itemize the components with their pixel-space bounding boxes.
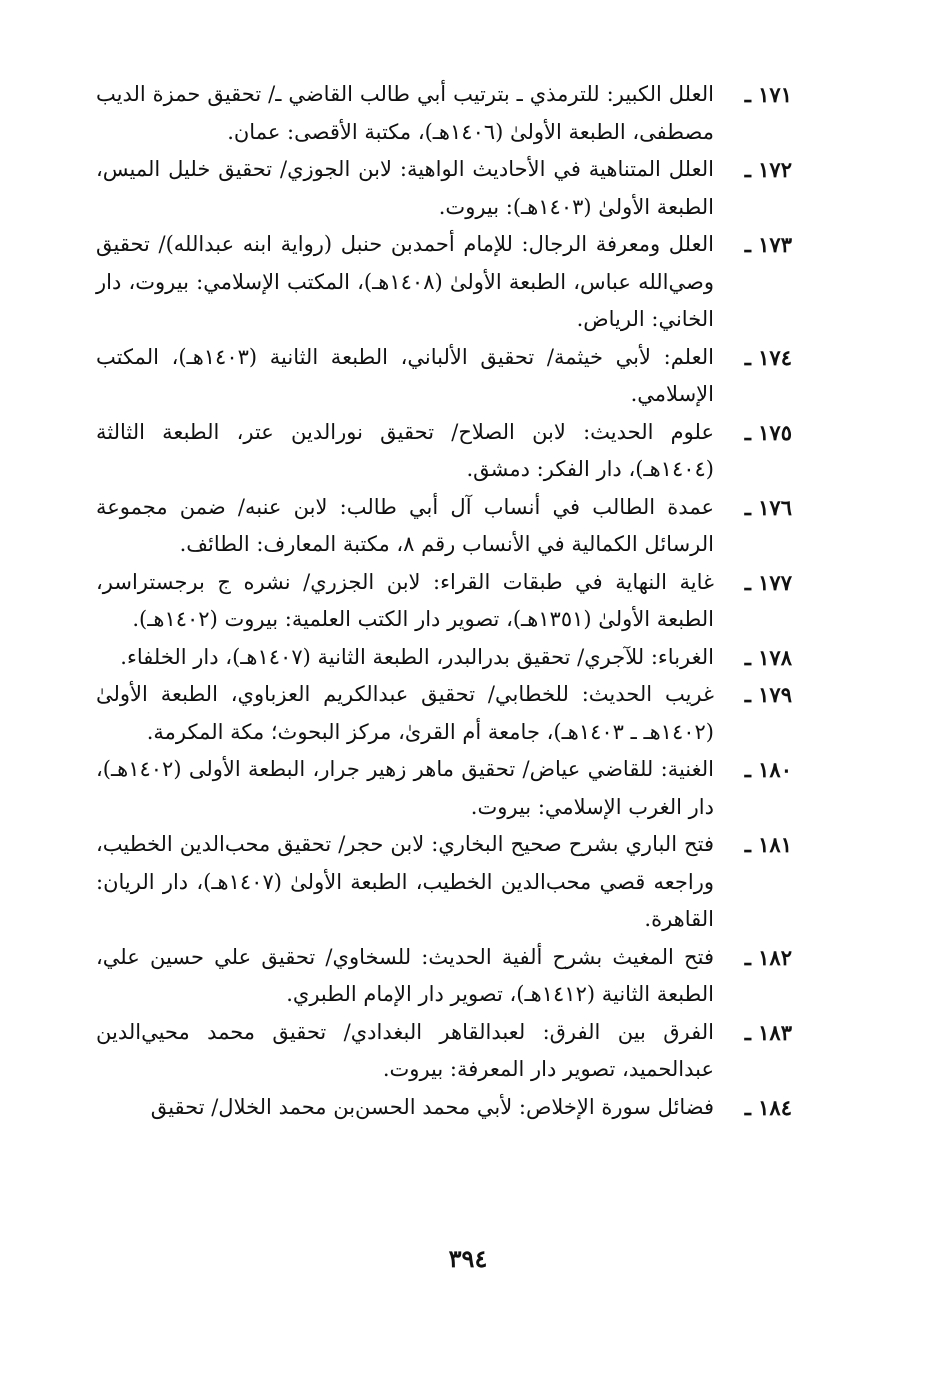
entry-number: ١٧٥ ـ (744, 419, 792, 445)
entry-number: ١٧١ ـ (744, 82, 792, 107)
bibliography-entry (96, 751, 792, 826)
bibliography-entry (96, 76, 792, 151)
entry-number: ١٧٤ ـ (744, 344, 792, 370)
entry-text: العلل الكبير: للترمذي ـ بترتيب أبي طالب القاضي ـ/ تحقيق حمزة الديب مصطفى، الطبعة الأولىٰ (١٤٠٦هـ)، مكتبة الأقصى: عمان. (96, 82, 714, 144)
entry-number: ١٧٢ ـ (744, 157, 792, 182)
entry-text: الغنية: للقاضي عياض/ تحقيق ماهر زهير جرار، البطعة الأولى (١٤٠٢هـ)، دار الغرب الإسلامي: بيروت. (96, 757, 714, 819)
entry-number: ١٧٣ ـ (744, 232, 792, 257)
bibliography-entry (96, 939, 792, 1014)
bibliography-entry (96, 639, 792, 677)
entry-number: ١٨٣ ـ (744, 1019, 792, 1045)
entry-text: الفرق بين الفرق: لعبدالقاهر البغدادي/ تحقيق محمد محيي‌الدين عبدالحميد، تصوير دار المعرفة: بيروت. (96, 1019, 714, 1081)
bibliography-list (96, 76, 792, 1126)
bibliography-entry (96, 339, 792, 414)
entry-text: العلل المتناهية في الأحاديث الواهية: لابن الجوزي/ تحقيق خليل الميس، الطبعة الأولىٰ (١٤٠٣هـ): بيروت. (96, 157, 714, 219)
bibliography-entry (96, 151, 792, 226)
entry-number: ١٧٦ ـ (744, 494, 792, 520)
bibliography-entry (96, 564, 792, 639)
entry-number: ١٨٠ ـ (744, 757, 792, 782)
entry-text: العلم: لأبي خيثمة/ تحقيق الألباني، الطبعة الثانية (١٤٠٣هـ)، المكتب الإسلامي. (96, 344, 714, 406)
entry-text: فضائل سورة الإخلاص: لأبي محمد الحسن‌بن محمد الخلال/ تحقيق (150, 1094, 714, 1119)
entry-text: علوم الحديث: لابن الصلاح/ تحقيق نورالدين عتر، الطبعة الثالثة (١٤٠٤هـ)، دار الفكر: دمشق. (96, 419, 714, 481)
bibliography-entry (96, 414, 792, 489)
bibliography-entry (96, 489, 792, 564)
entry-number: ١٨٢ ـ (744, 944, 792, 970)
bibliography-entry (96, 1014, 792, 1089)
entry-text: غاية النهاية في طبقات القراء: لابن الجزري/ نشره ج برجستراسر، الطبعة الأولىٰ (١٣٥١هـ)، تصوير دار الكتب العلمية: بيروت (١٤٠٢هـ). (96, 569, 714, 631)
entry-number: ١٨١ ـ (744, 832, 792, 857)
entry-text: فتح الباري بشرح صحيح البخاري: لابن حجر/ تحقيق محب‌الدين الخطيب، وراجعه قصي محب‌الدين الخطيب، الطبعة الأولىٰ (١٤٠٧هـ)، دار الريان: القاهرة. (96, 832, 715, 931)
entry-number: ١٧٨ ـ (744, 644, 792, 670)
entry-text: العلل ومعرفة الرجال: للإمام أحمدبن حنبل (رواية ابنه عبدالله)/ تحقيق وصي‌الله عباس، الطبعة الأولىٰ (١٤٠٨هـ)، المكتب الإسلامي: بيروت، دار الخاني: الرياض. (96, 232, 714, 331)
bibliography-entry (96, 826, 792, 939)
bibliography-entry (96, 676, 792, 751)
entry-text: غريب الحديث: للخطابي/ تحقيق عبدالكريم العزباوي، الطبعة الأولىٰ (١٤٠٢هـ ـ ١٤٠٣هـ)، جامعة أم القرىٰ، مركز البحوث؛ مكة المكرمة. (96, 682, 714, 744)
entry-text: الغرباء: للآجري/ تحقيق بدرالبدر، الطبعة الثانية (١٤٠٧هـ)، دار الخلفاء. (120, 644, 714, 669)
bibliography-entry (96, 1089, 792, 1127)
entry-number: ١٧٩ ـ (744, 682, 792, 707)
entry-number: ١٧٧ ـ (744, 569, 792, 595)
entry-number: ١٨٤ ـ (744, 1094, 792, 1120)
bibliography-entry (96, 226, 792, 339)
entry-text: عمدة الطالب في أنساب آل أبي طالب: لابن عنبه/ ضمن مجموعة الرسائل الكمالية في الأنساب رقم ٨، مكتبة المعارف: الطائف. (96, 494, 714, 556)
page-number: ٣٩٤ (448, 1244, 488, 1273)
entry-text: فتح المغيث بشرح ألفية الحديث: للسخاوي/ تحقيق علي حسين علي، الطبعة الثانية (١٤١٢هـ)، تصوير دار الإمام الطبري. (96, 944, 714, 1006)
